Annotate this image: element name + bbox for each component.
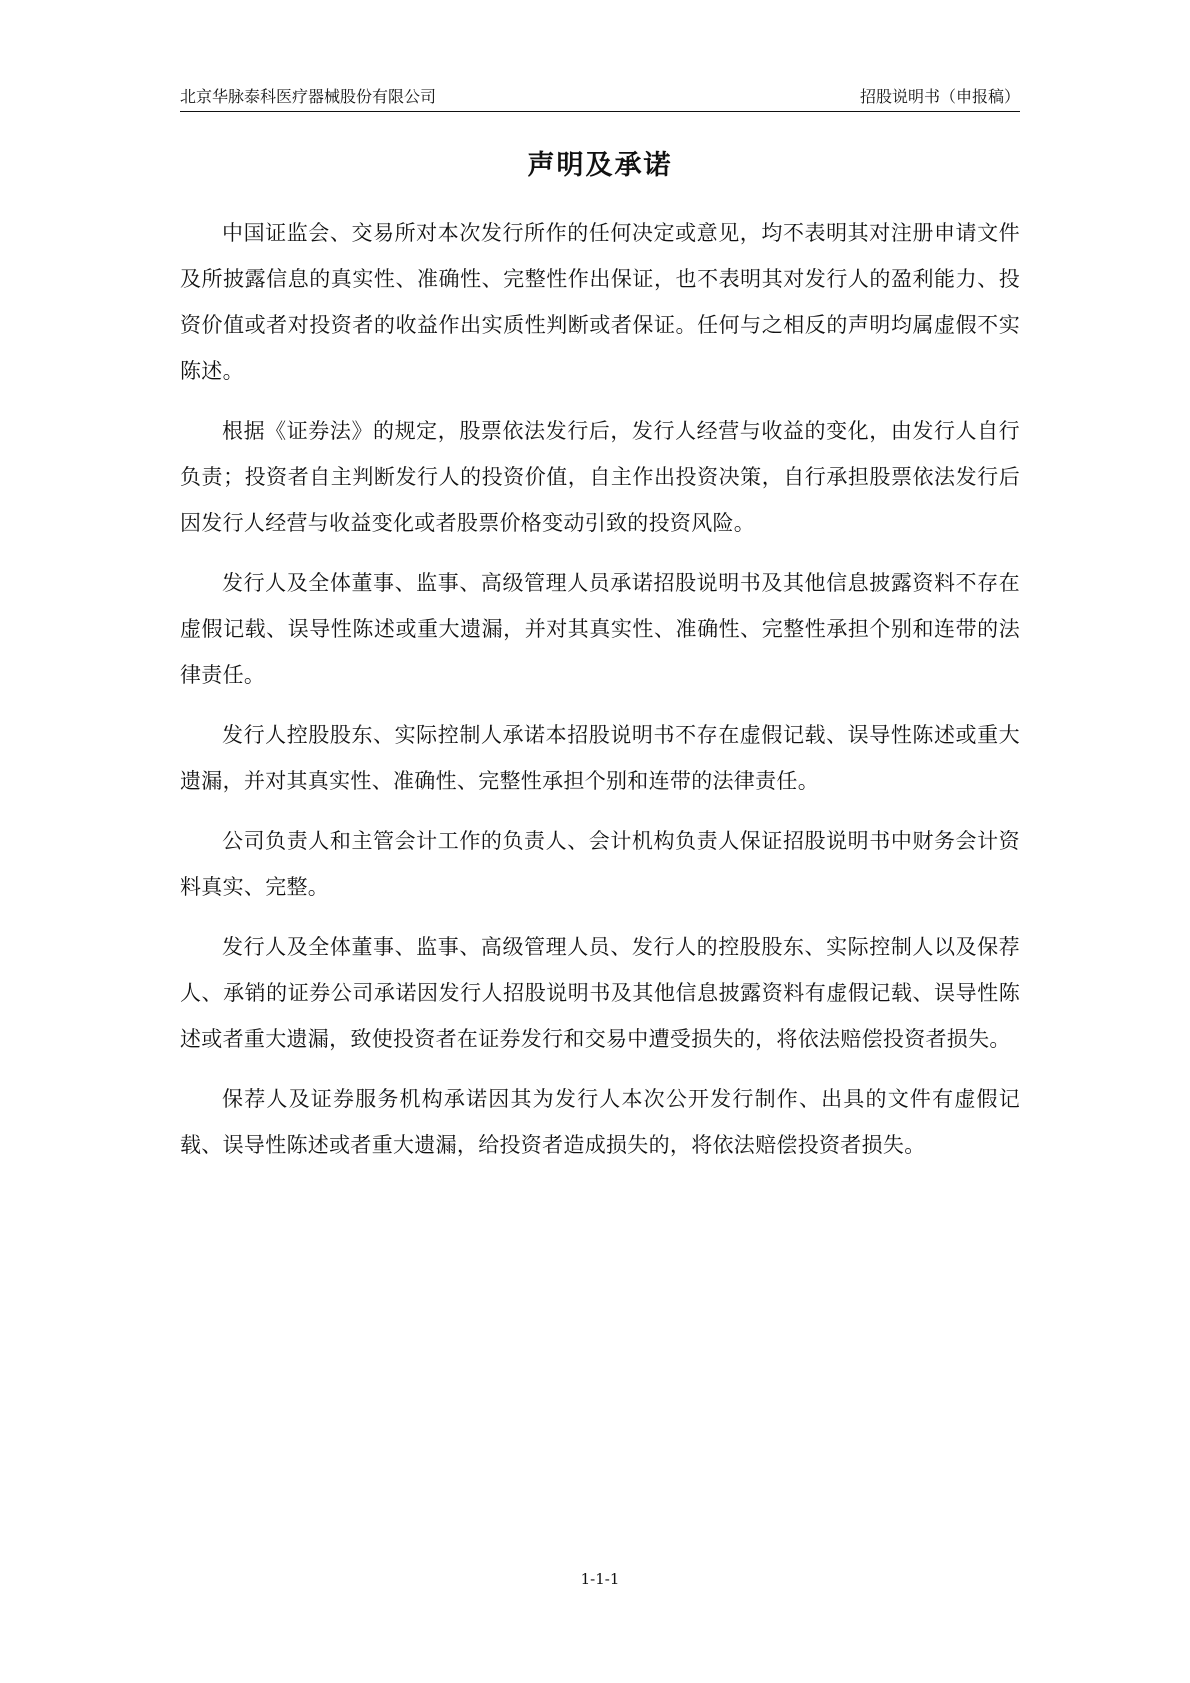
document-body bbox=[180, 210, 1020, 1182]
page-header bbox=[180, 84, 1020, 110]
page-number: 1-1-1 bbox=[580, 1570, 620, 1588]
header-company-name: 北京华脉泰科医疗器械股份有限公司 bbox=[180, 87, 437, 106]
paragraph-6: 发行人及全体董事、监事、高级管理人员、发行人的控股股东、实际控制人以及保荐人、承销的证券公司承诺因发行人招股说明书及其他信息披露资料有虚假记载、误导性陈述或者重大遗漏，致使投资者在证券发行和交易中遭受损失的，将依法赔偿投资者损失。 bbox=[180, 935, 1020, 1051]
paragraph-1: 中国证监会、交易所对本次发行所作的任何决定或意见，均不表明其对注册申请文件及所披露信息的真实性、准确性、完整性作出保证，也不表明其对发行人的盈利能力、投资价值或者对投资者的收益作出实质性判断或者保证。任何与之相反的声明均属虚假不实陈述。 bbox=[180, 221, 1020, 383]
paragraph-5: 公司负责人和主管会计工作的负责人、会计机构负责人保证招股说明书中财务会计资料真实、完整。 bbox=[180, 829, 1020, 899]
header-divider bbox=[180, 111, 1020, 112]
paragraph-3: 发行人及全体董事、监事、高级管理人员承诺招股说明书及其他信息披露资料不存在虚假记载、误导性陈述或重大遗漏，并对其真实性、准确性、完整性承担个别和连带的法律责任。 bbox=[180, 571, 1020, 687]
header-document-type: 招股说明书（申报稿） bbox=[859, 87, 1020, 106]
paragraph-4: 发行人控股股东、实际控制人承诺本招股说明书不存在虚假记载、误导性陈述或重大遗漏，并对其真实性、准确性、完整性承担个别和连带的法律责任。 bbox=[180, 723, 1020, 793]
page-title: 声明及承诺 bbox=[527, 150, 673, 181]
paragraph-7: 保荐人及证券服务机构承诺因其为发行人本次公开发行制作、出具的文件有虚假记载、误导性陈述或者重大遗漏，给投资者造成损失的，将依法赔偿投资者损失。 bbox=[180, 1087, 1020, 1157]
paragraph-2: 根据《证券法》的规定，股票依法发行后，发行人经营与收益的变化，由发行人自行负责；投资者自主判断发行人的投资价值，自主作出投资决策，自行承担股票依法发行后因发行人经营与收益变化或者股票价格变动引致的投资风险。 bbox=[180, 419, 1020, 535]
